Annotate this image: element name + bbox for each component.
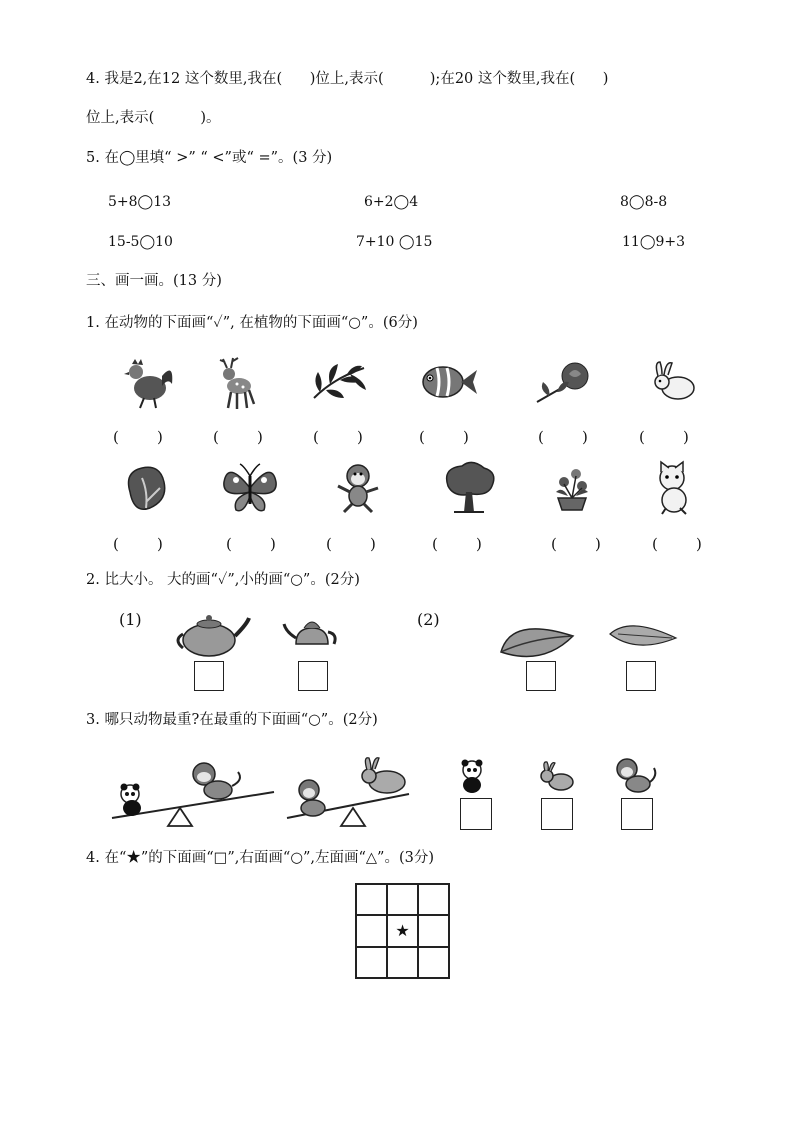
big-teapot-icon: [175, 610, 251, 658]
answer-box-monkey[interactable]: [621, 798, 653, 830]
butterfly-icon: [220, 462, 280, 514]
grid-cell-8[interactable]: [387, 947, 418, 978]
p1-instruction: 1. 在动物的下面画“✓”, 在植物的下面画“○”。(6分): [86, 315, 418, 331]
q5-expr-2: 6+2◯4: [364, 194, 419, 210]
answer-paren-7[interactable]: ( ): [113, 535, 163, 553]
small-rabbit-icon: [537, 760, 577, 792]
flower-pot-icon: [546, 462, 598, 514]
q5-expr-4: 15-5◯10: [108, 234, 173, 250]
answer-paren-4[interactable]: ( ): [419, 428, 469, 446]
big-leaf-icon: [497, 612, 577, 658]
p2-label-2: (2): [417, 610, 440, 629]
answer-paren-8[interactable]: ( ): [226, 535, 276, 553]
answer-box-teapot-big[interactable]: [194, 661, 224, 691]
seesaw-monkey-rabbit: [283, 756, 413, 828]
monkey-icon: [330, 460, 388, 516]
rabbit-icon: [648, 360, 700, 404]
p3-instruction: 3. 哪只动物最重?在最重的下面画“○”。(2分): [86, 712, 378, 728]
q5-expr-6: 11◯9+3: [622, 234, 686, 250]
bamboo-icon: [306, 360, 370, 404]
small-leaf-icon: [608, 620, 678, 650]
grid-cell-4[interactable]: [356, 915, 387, 946]
grid-cell-6[interactable]: [418, 915, 449, 946]
answer-paren-2[interactable]: ( ): [213, 428, 263, 446]
cabbage-icon: [120, 462, 172, 514]
grid-cell-2[interactable]: [387, 884, 418, 915]
rose-icon: [531, 358, 597, 406]
grid-cell-9[interactable]: [418, 947, 449, 978]
q4-line1: 4. 我是2,在12 这个数里,我在( )位上,表示( );在20 这个数里,我在( ): [86, 71, 609, 87]
answer-paren-12[interactable]: ( ): [652, 535, 702, 553]
p2-instruction: 2. 比大小。 大的画“✓”,小的画“○”。(2分): [86, 572, 360, 588]
grid-cell-7[interactable]: [356, 947, 387, 978]
answer-paren-11[interactable]: ( ): [551, 535, 601, 553]
deer-icon: [215, 356, 259, 412]
fish-icon: [415, 360, 481, 404]
p4-instruction: 4. 在“★”的下面画“□”,右面画“○”,左面画“△”。(3分): [86, 850, 435, 866]
q5-expr-5: 7+10 ◯15: [356, 234, 433, 250]
grid-cell-center: [387, 915, 418, 946]
p2-label-1: (1): [119, 610, 142, 629]
star-icon: ★: [395, 921, 410, 941]
answer-box-panda[interactable]: [460, 798, 492, 830]
answer-paren-9[interactable]: ( ): [326, 535, 376, 553]
answer-box-leaf-big[interactable]: [526, 661, 556, 691]
position-grid: [355, 883, 450, 979]
answer-paren-10[interactable]: ( ): [432, 535, 482, 553]
cat-icon: [650, 460, 698, 516]
small-teapot-icon: [282, 614, 340, 654]
q5-expr-1: 5+8◯13: [108, 194, 172, 210]
grid-cell-1[interactable]: [356, 884, 387, 915]
q5-instruction: 5. 在◯里填“ >” “ <”或“ =”。(3 分): [86, 150, 333, 166]
section-title: 三、画一画。(13 分): [86, 273, 222, 289]
rooster-icon: [118, 358, 178, 410]
q5-expr-3: 8◯8-8: [620, 194, 668, 210]
answer-box-teapot-small[interactable]: [298, 661, 328, 691]
answer-box-leaf-small[interactable]: [626, 661, 656, 691]
tree-icon: [440, 460, 496, 516]
grid-cell-3[interactable]: [418, 884, 449, 915]
q4-line2: 位上,表示( )。: [86, 110, 221, 126]
small-monkey-icon: [612, 756, 658, 794]
answer-paren-5[interactable]: ( ): [538, 428, 588, 446]
panda-icon: [455, 758, 489, 794]
answer-paren-6[interactable]: ( ): [639, 428, 689, 446]
answer-paren-3[interactable]: ( ): [313, 428, 363, 446]
answer-box-rabbit[interactable]: [541, 798, 573, 830]
seesaw-panda-monkey: [108, 756, 278, 828]
answer-paren-1[interactable]: ( ): [113, 428, 163, 446]
